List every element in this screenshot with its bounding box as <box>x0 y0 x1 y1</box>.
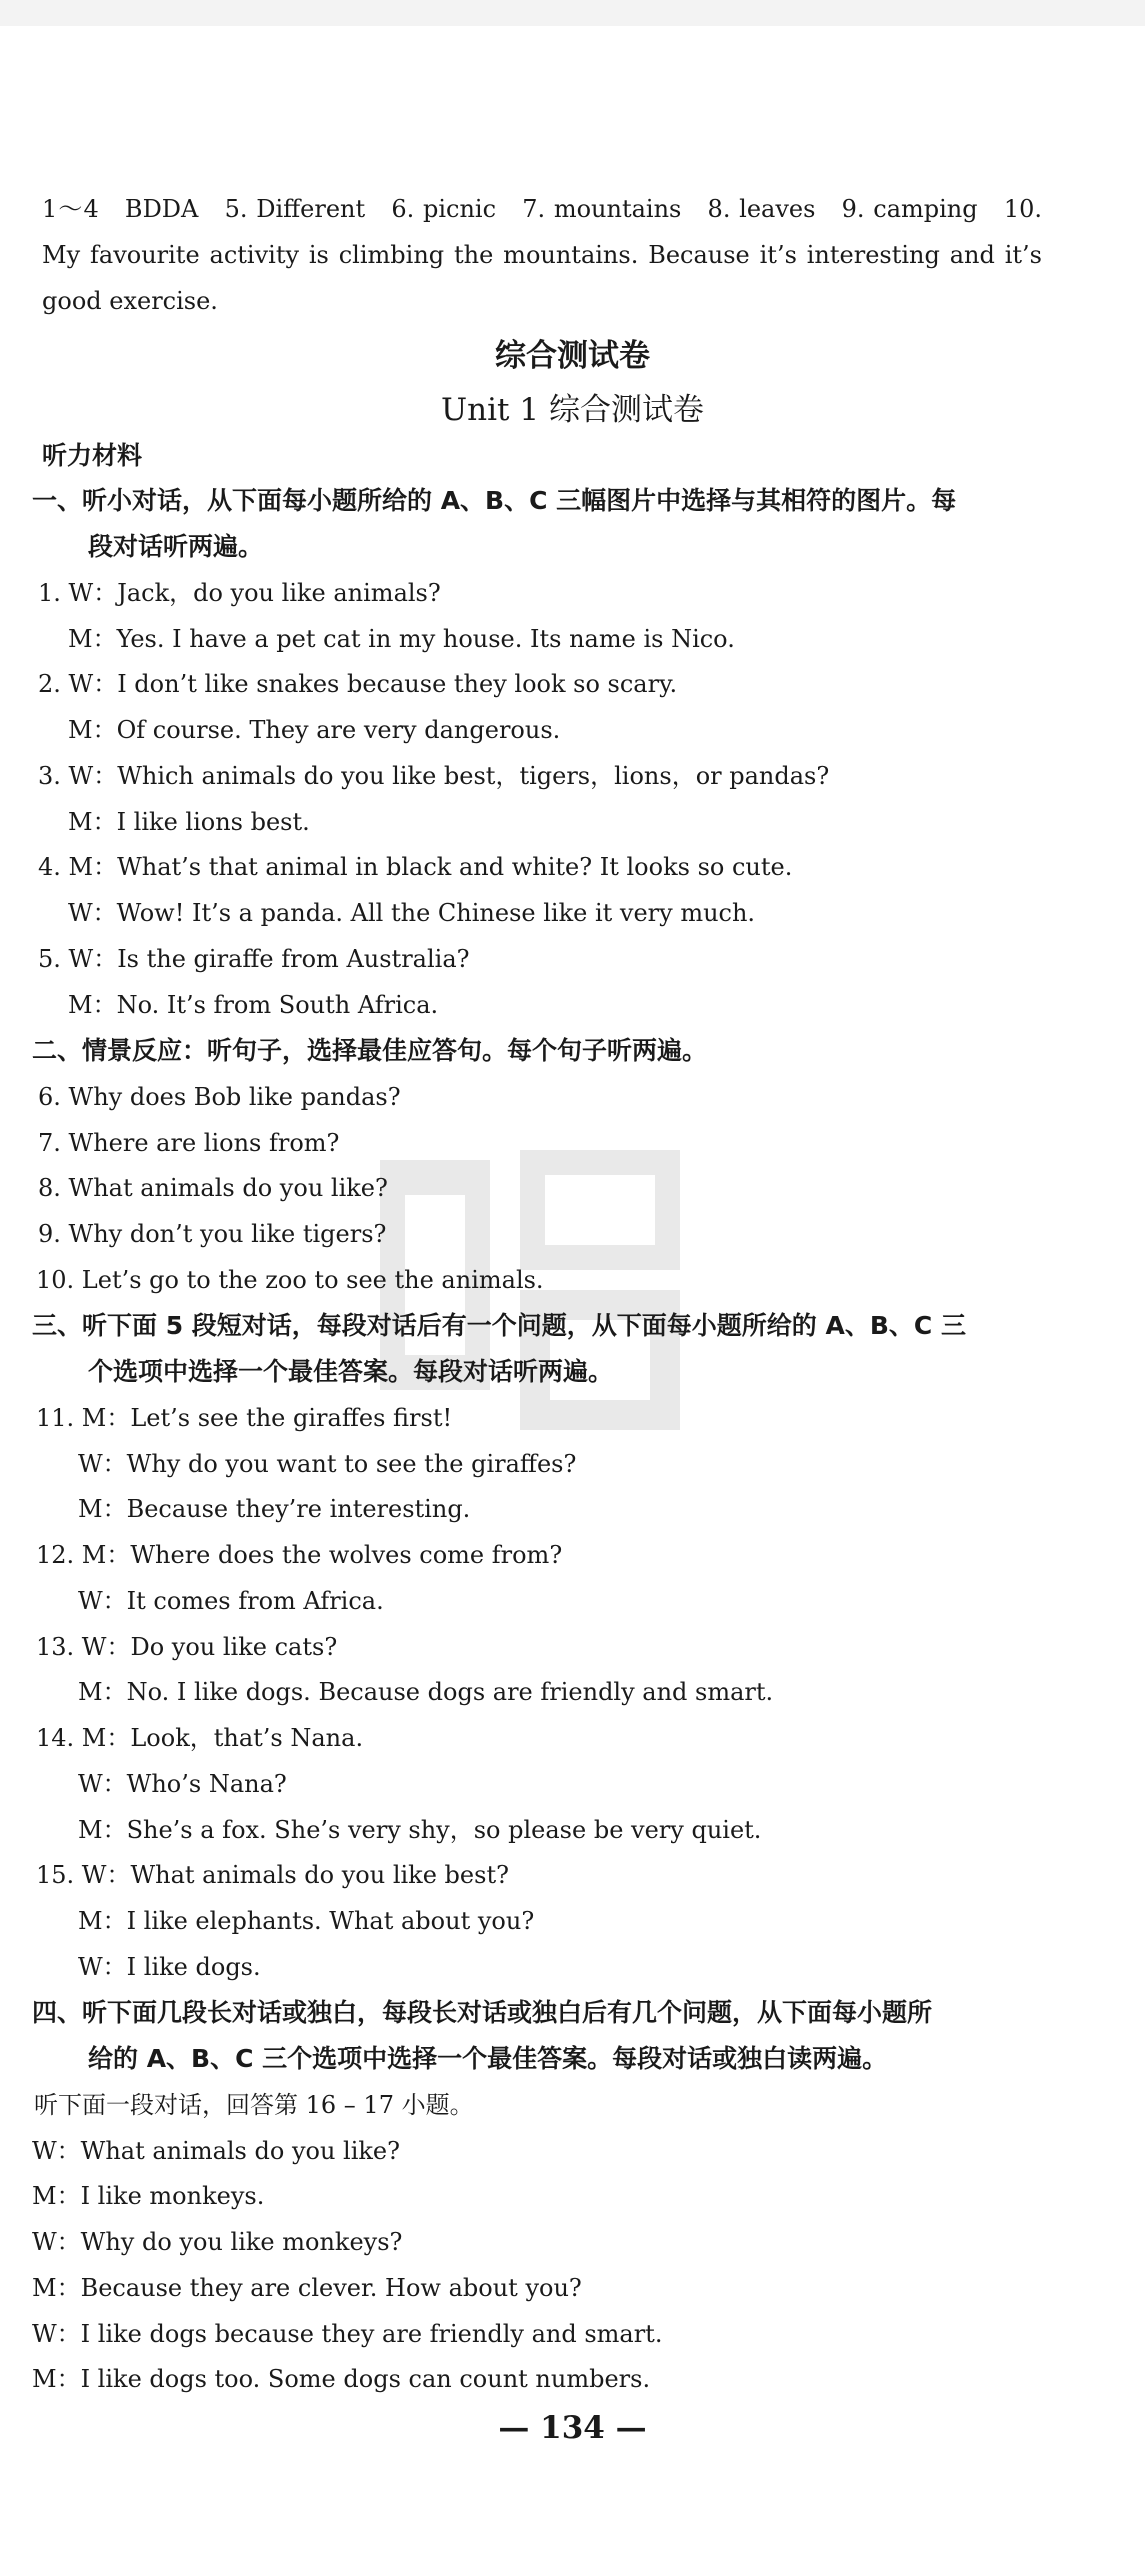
dialogue-line: W：It comes from Africa. <box>78 1587 384 1615</box>
section-title: 综合测试卷 <box>495 338 650 374</box>
sentence-line: 6. Why does Bob like pandas? <box>38 1083 401 1111</box>
part1-heading-line2: 段对话听两遍。 <box>88 532 264 561</box>
sentence-line: 8. What animals do you like? <box>38 1174 388 1202</box>
page-number: — 134 — <box>498 2410 647 2446</box>
dialogue-line: M：I like dogs too. Some dogs can count numbers. <box>32 2365 651 2393</box>
sentence-line: 7. Where are lions from? <box>38 1129 340 1157</box>
dialogue-line: M：Because they are clever. How about you? <box>32 2274 582 2302</box>
dialogue-line: 4. M：What’s that animal in black and white? It looks so cute. <box>38 853 793 881</box>
dialogue-line: W：Who’s Nana? <box>78 1770 287 1798</box>
part3-heading-line1: 三、听下面 5 段短对话，每段对话后有一个问题，从下面每小题所给的 A、B、C 三 <box>32 1311 966 1340</box>
answer-paragraph: 1～4 BDDA 5. Different 6. picnic 7. mountains 8. leaves 9. camping 10. My favourite activity is climbing the mountains. Because it’s interesting and it’s good exercise. <box>42 195 1042 315</box>
dialogue-line: W：Wow! It’s a panda. All the Chinese like it very much. <box>68 899 756 927</box>
dialogue-line: 2. W：I don’t like snakes because they look so scary. <box>38 670 678 698</box>
dialogue-line: 11. M：Let’s see the giraffes first! <box>36 1404 453 1432</box>
dialogue-line: 3. W：Which animals do you like best，tigers，lions，or pandas? <box>38 762 830 790</box>
unit-title: Unit 1 综合测试卷 <box>441 392 704 428</box>
dialogue-line: W：I like dogs. <box>78 1953 261 1981</box>
dialogue-line: M：Because they’re interesting. <box>78 1495 471 1523</box>
dialogue-line: 13. W：Do you like cats? <box>36 1633 338 1661</box>
dialogue-line: M：Of course. They are very dangerous. <box>68 716 561 744</box>
dialogue-line: M：No. I like dogs. Because dogs are friendly and smart. <box>78 1678 774 1706</box>
part1-heading-line1: 一、听小对话，从下面每小题所给的 A、B、C 三幅图片中选择与其相符的图片。每 <box>32 486 957 515</box>
part4-heading-line1: 四、听下面几段长对话或独白，每段长对话或独白后有几个问题，从下面每小题所 <box>32 1998 933 2027</box>
dialogue-line: 15. W：What animals do you like best? <box>36 1861 509 1889</box>
part4-intro: 听下面一段对话，回答第 16 – 17 小题。 <box>34 2091 474 2119</box>
dialogue-line: W：Why do you like monkeys? <box>32 2228 403 2256</box>
dialogue-line: M：Yes. I have a pet cat in my house. Its name is Nico. <box>68 625 735 653</box>
dialogue-line: W：Why do you want to see the giraffes? <box>78 1450 577 1478</box>
material-label: 听力材料 <box>42 441 143 470</box>
dialogue-line: 1. W：Jack，do you like animals? <box>38 579 441 607</box>
dialogue-line: M：I like elephants. What about you? <box>78 1907 535 1935</box>
part4-heading-line2: 给的 A、B、C 三个选项中选择一个最佳答案。每段对话或独白读两遍。 <box>88 2044 888 2073</box>
dialogue-line: M：No. It’s from South Africa. <box>68 991 439 1019</box>
dialogue-line: 12. M：Where does the wolves come from? <box>36 1541 563 1569</box>
sentence-line: 10. Let’s go to the zoo to see the animals. <box>36 1266 544 1294</box>
part2-heading: 二、情景反应：听句子，选择最佳应答句。每个句子听两遍。 <box>32 1036 708 1065</box>
dialogue-line: 5. W：Is the giraffe from Australia? <box>38 945 470 973</box>
dialogue-line: W：What animals do you like? <box>32 2137 401 2165</box>
scan-top-band <box>0 0 1145 26</box>
dialogue-line: M：She’s a fox. She’s very shy，so please be very quiet. <box>78 1816 762 1844</box>
dialogue-line: M：I like monkeys. <box>32 2182 265 2210</box>
dialogue-line: 14. M：Look，that’s Nana. <box>36 1724 364 1752</box>
dialogue-line: W：I like dogs because they are friendly and smart. <box>32 2320 663 2348</box>
sentence-line: 9. Why don’t you like tigers? <box>38 1220 387 1248</box>
dialogue-line: M：I like lions best. <box>68 808 310 836</box>
part3-heading-line2: 个选项中选择一个最佳答案。每段对话听两遍。 <box>88 1357 614 1386</box>
